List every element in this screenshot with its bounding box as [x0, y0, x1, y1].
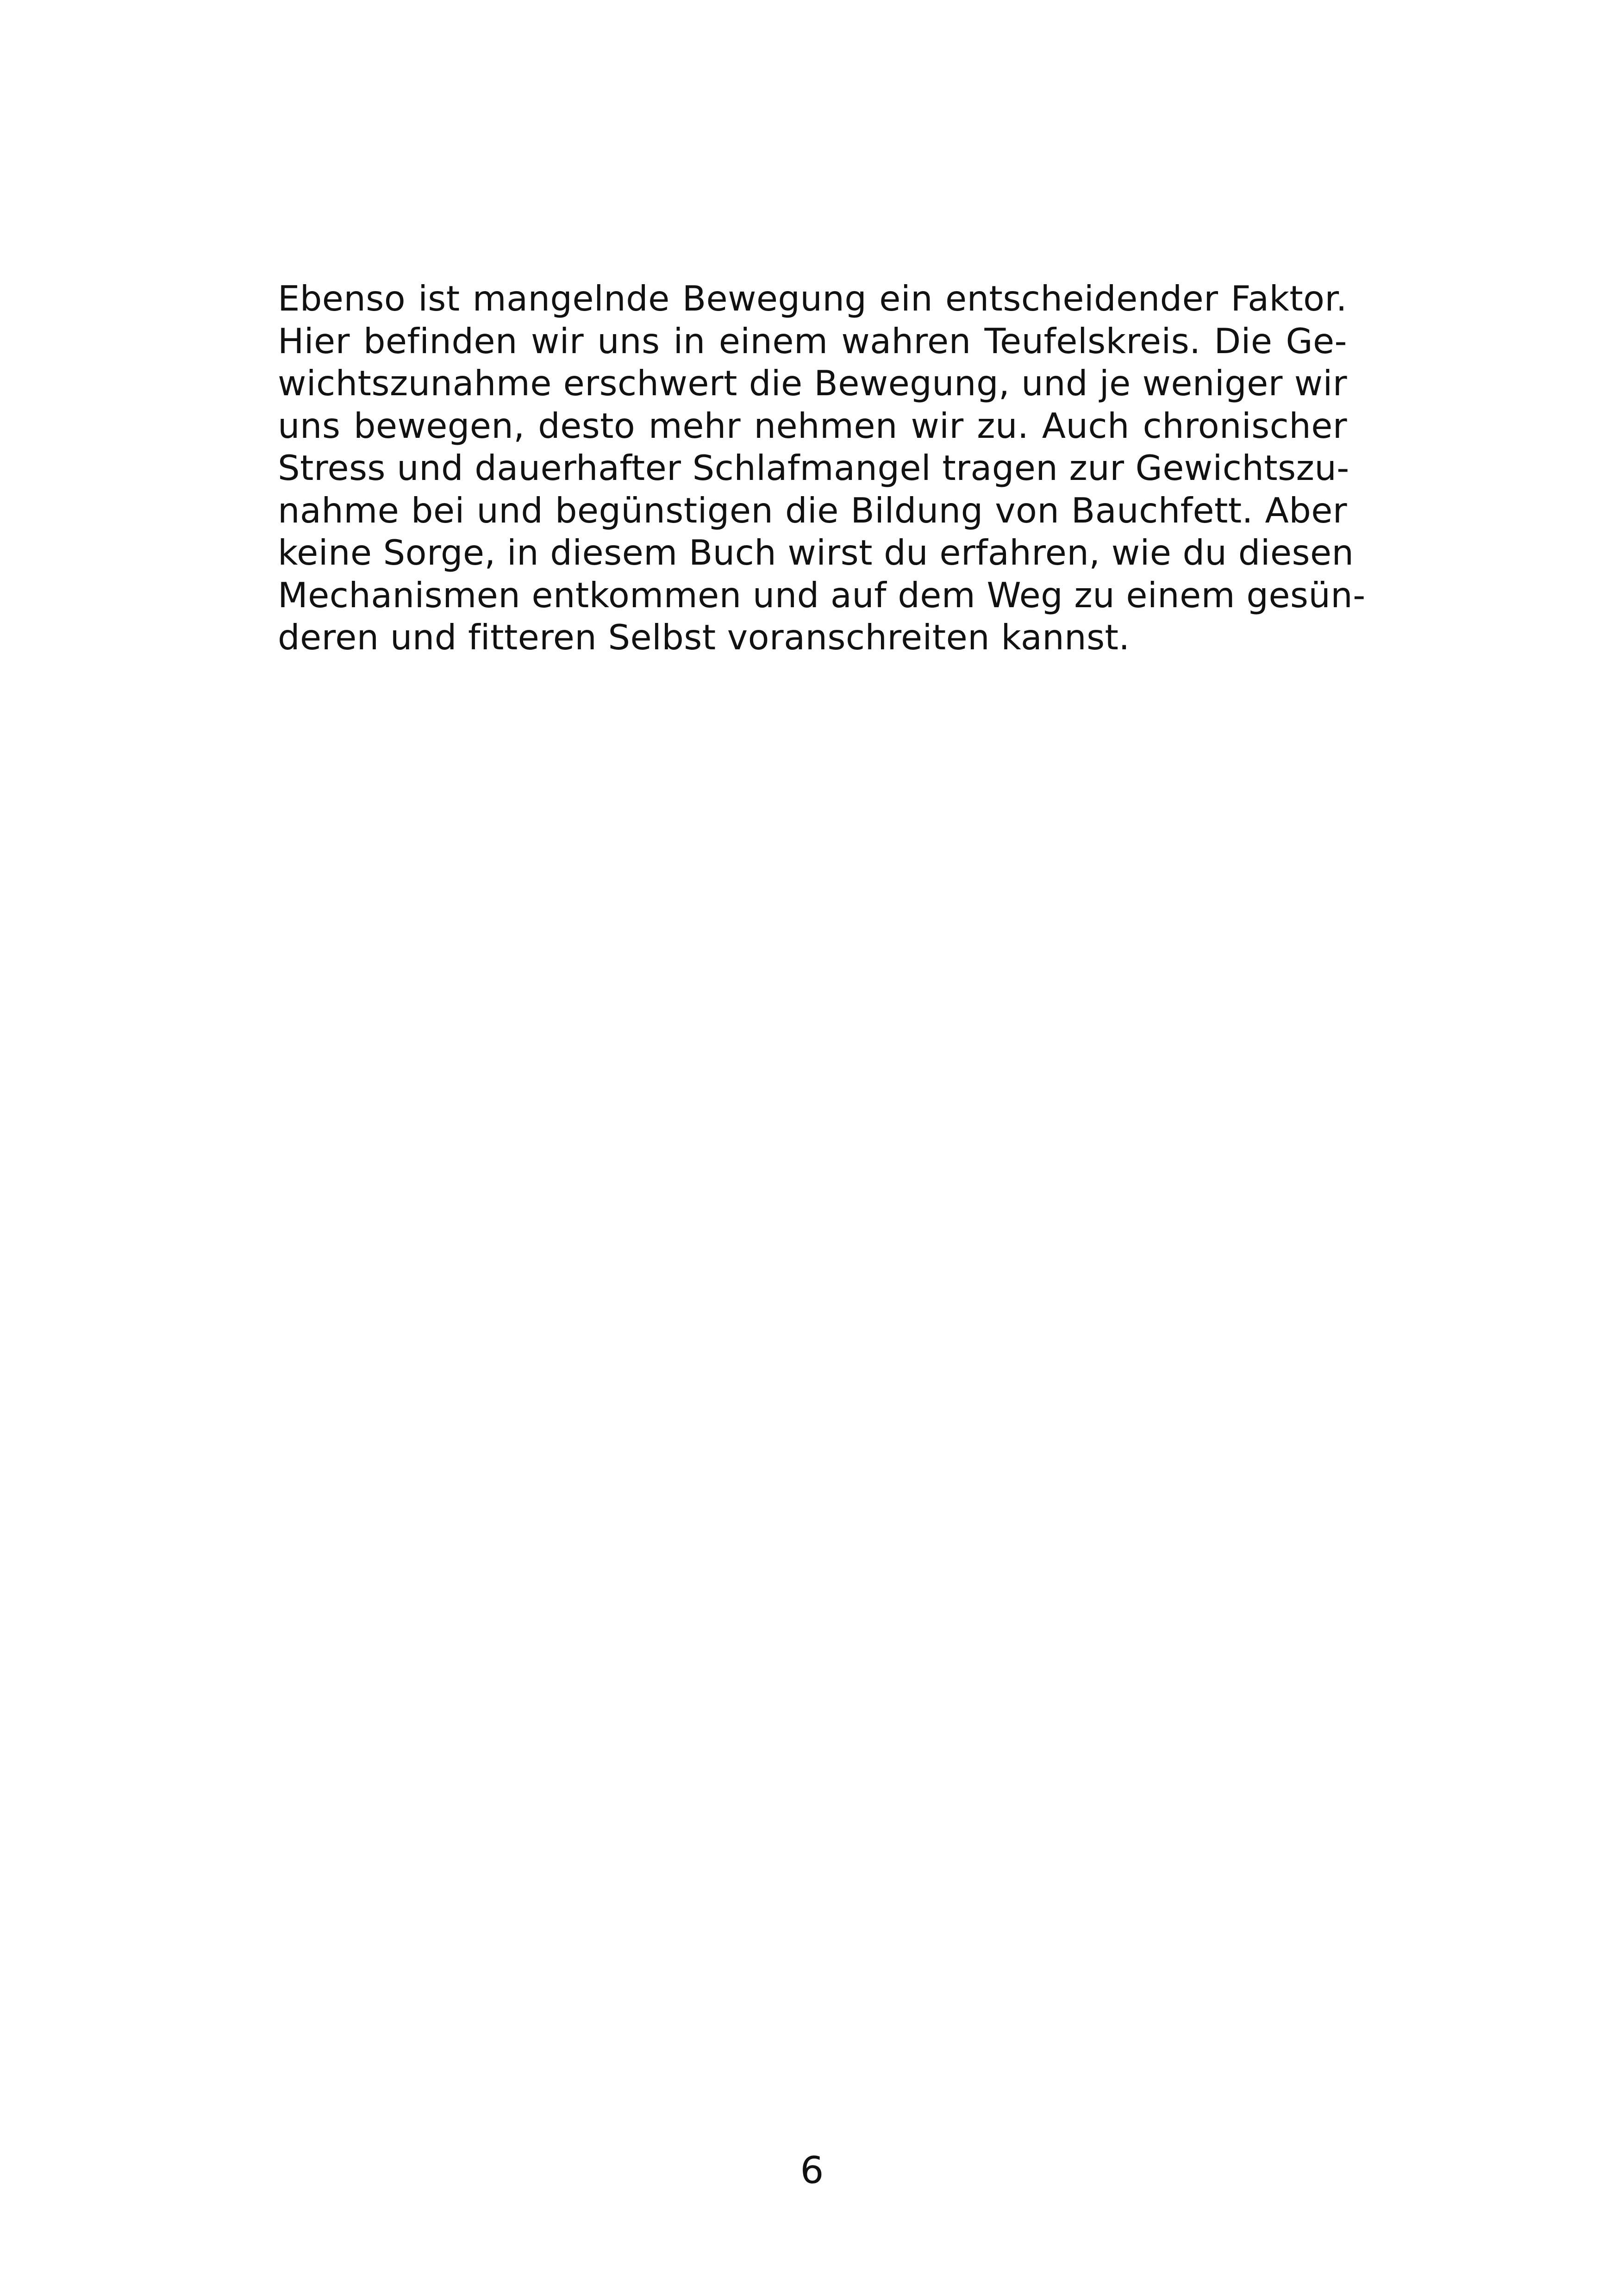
body-paragraph: [278, 278, 1366, 659]
paragraph-line: wichtszunahme erschwert die Bewegung, und je weniger wir: [278, 363, 1347, 404]
paragraph-line: Hier befinden wir uns in einem wahren Teufelskreis. Die Ge-: [278, 320, 1347, 361]
paragraph-line: nahme bei und begünstigen die Bildung von Bauchfett. Aber: [278, 490, 1347, 531]
paragraph-line: keine Sorge, in diesem Buch wirst du erfahren, wie du diesen: [278, 532, 1354, 573]
paragraph-line: Stress und dauerhafter Schlafmangel tragen zur Gewichtszu-: [278, 448, 1349, 488]
page-number: 6: [800, 2149, 824, 2192]
paragraph-line: deren und fitteren Selbst voranschreiten kannst.: [278, 617, 1130, 658]
paragraph-line: Ebenso ist mangelnde Bewegung ein entscheidender Faktor.: [278, 278, 1347, 319]
paragraph-line: Mechanismen entkommen und auf dem Weg zu einem gesün-: [278, 574, 1366, 616]
paragraph-line: uns bewegen, desto mehr nehmen wir zu. Auch chronischer: [278, 405, 1347, 446]
